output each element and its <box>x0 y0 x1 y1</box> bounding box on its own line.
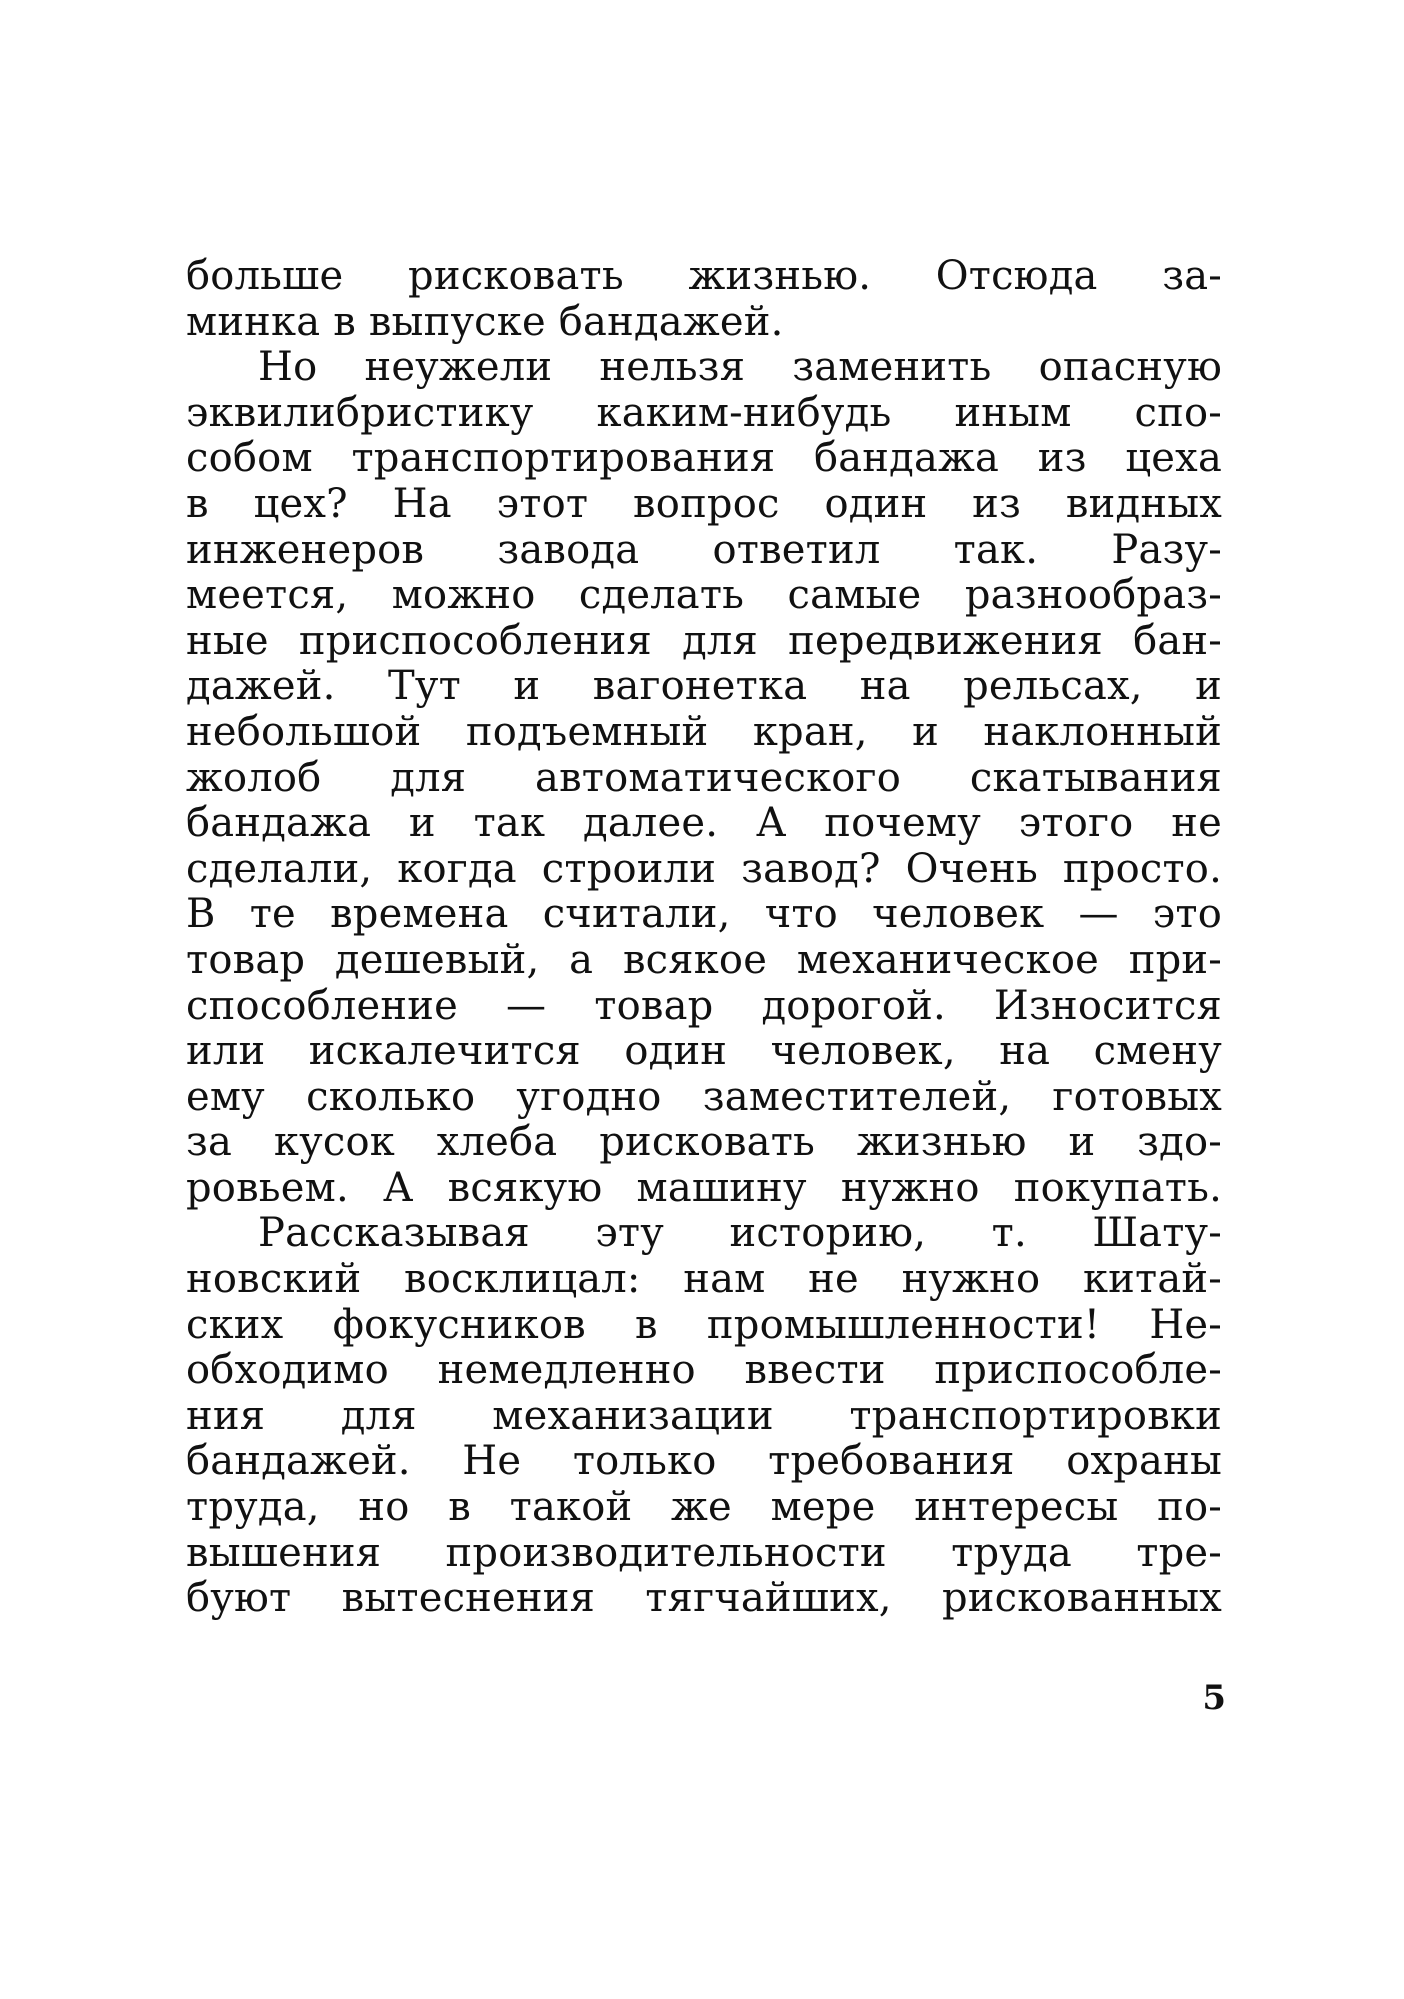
text-line-17: способление — товар дорогой. Износится <box>186 982 1222 1029</box>
text-line-4: эквилибристику каким-нибудь иным спо- <box>186 389 1222 436</box>
text-line-8: меется, можно сделать самые разнообраз- <box>186 572 1222 619</box>
text-line-5: собом транспортирования бандажа из цеха <box>186 435 1222 482</box>
body-text <box>186 254 1222 1622</box>
text-line-1: больше рисковать жизнью. Отсюда за- <box>186 253 1222 299</box>
text-line-20: за кусок хлеба рисковать жизнью и здо- <box>186 1119 1222 1166</box>
text-line-16: товар дешевый, а всякое механическое при- <box>186 936 1222 983</box>
text-line-21: ровьем. А всякую машину нужно покупать. <box>186 1164 1222 1211</box>
text-line-26: ния для механизации транспортировки <box>186 1392 1222 1439</box>
text-line-24: ских фокусников в промышленности! Не- <box>186 1301 1222 1348</box>
text-line-22: Рассказывая эту историю, т. Шату- <box>258 1210 1222 1257</box>
text-line-3: Но неужели нельзя заменить опасную <box>258 344 1222 391</box>
text-line-29: вышения производительности труда тре- <box>186 1529 1222 1576</box>
text-line-11: небольшой подъемный кран, и наклонный <box>186 708 1222 755</box>
text-line-18: или искалечится один человек, на смену <box>186 1028 1222 1075</box>
text-line-28: труда, но в такой же мере интересы по- <box>186 1484 1222 1531</box>
text-line-14: сделали, когда строили завод? Очень просто. <box>186 845 1222 892</box>
text-line-15: В те времена считали, что человек — это <box>186 891 1222 938</box>
text-line-27: бандажей. Не только требования охраны <box>186 1438 1222 1485</box>
text-line-9: ные приспособления для передвижения бан- <box>186 617 1222 664</box>
text-line-6: в цех? На этот вопрос один из видных <box>186 480 1222 527</box>
text-line-23: новский восклицал: нам не нужно китай- <box>186 1256 1222 1303</box>
text-line-12: жолоб для автоматического скатывания <box>186 754 1222 801</box>
text-line-7: инженеров завода ответил так. Разу- <box>186 526 1222 573</box>
text-line-13: бандажа и так далее. А почему этого не <box>186 800 1222 847</box>
text-line-25: обходимо немедленно ввести приспособле- <box>186 1347 1222 1394</box>
text-line-2: минка в выпуске бандажей. <box>186 298 784 345</box>
text-line-19: ему сколько угодно заместителей, готовых <box>186 1073 1222 1120</box>
page-number: 5 <box>1202 1678 1226 1718</box>
text-line-10: дажей. Тут и вагонетка на рельсах, и <box>186 663 1222 710</box>
text-line-30: буют вытеснения тягчайших, рискованных <box>186 1575 1222 1622</box>
